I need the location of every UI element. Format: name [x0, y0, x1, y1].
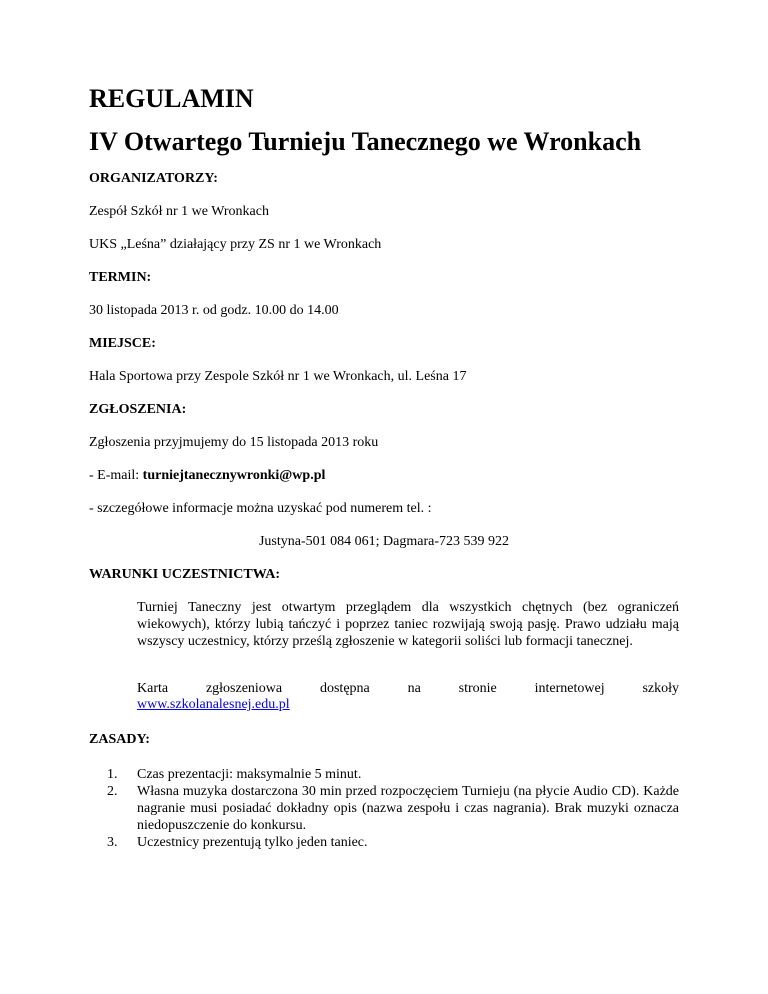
phone-contacts: Justyna-501 084 061; Dagmara-723 539 922 [258, 534, 510, 549]
applications-deadline: Zgłoszenia przyjmujemy do 15 listopada 2013 roku [89, 435, 379, 450]
document-title: REGULAMIN [89, 84, 254, 113]
karta-word: zgłoszeniowa [205, 681, 283, 696]
rules-list [107, 766, 679, 851]
rule-text: Własna muzyka dostarczona 30 min przed rozpoczęciem Turnieju (na płycie Audio CD). Każde nagranie musi posiadać dokładny opis (nazwa zespołu i czas nagrania). Brak muzyki oznacza niedopuszczenie do konkursu. [137, 784, 679, 833]
school-website-link-line [137, 697, 290, 713]
list-item [107, 783, 679, 834]
participation-label: WARUNKI UCZESTNICTWA: [89, 567, 280, 582]
rule-text: Uczestnicy prezentują tylko jeden taniec. [137, 835, 368, 850]
karta-word: szkoły [642, 681, 679, 696]
karta-word: internetowej [534, 681, 605, 696]
karta-word: dostępna [319, 681, 370, 696]
karta-word: na [407, 681, 421, 696]
karta-word: Karta [137, 681, 169, 696]
organizers-label: ORGANIZATORZY: [89, 171, 218, 186]
email-line [89, 468, 325, 484]
place-label: MIEJSCE: [89, 336, 156, 351]
list-item [107, 834, 679, 851]
document-subtitle: IV Otwartego Turnieju Tanecznego we Wronkach [89, 127, 642, 156]
email-address[interactable]: turniejtanecznywronki@wp.pl [142, 468, 326, 483]
rule-number: 1. [107, 767, 118, 782]
karta-word: stronie [458, 681, 497, 696]
phone-info: - szczegółowe informacje można uzyskać pod numerem tel. : [89, 501, 432, 516]
email-prefix: - E-mail: [89, 468, 143, 483]
term-value: 30 listopada 2013 r. od godz. 10.00 do 14.00 [89, 303, 339, 318]
list-item [107, 766, 679, 783]
participation-paragraph: Turniej Taneczny jest otwartym przeglądem dla wszystkich chętnych (bez ograniczeń wiekowych), którzy lubią tańczyć i poprzez taniec rozwijają swoją pasję. Prawo udziału mają wszyscy uczestnicy, którzy prześlą zgłoszenie w kategorii soliści lub formacji tanecznej. [137, 600, 679, 649]
rule-text: Czas prezentacji: maksymalnie 5 minut. [137, 767, 362, 782]
place-value: Hala Sportowa przy Zespole Szkół nr 1 we Wronkach, ul. Leśna 17 [89, 369, 467, 384]
karta-line [137, 680, 679, 697]
organizer-line-1: Zespół Szkół nr 1 we Wronkach [89, 204, 269, 219]
term-label: TERMIN: [89, 270, 152, 285]
rule-number: 3. [107, 835, 118, 850]
organizer-line-2: UKS „Leśna” działający przy ZS nr 1 we Wronkach [89, 237, 382, 252]
rule-number: 2. [107, 784, 118, 799]
rules-label: ZASADY: [89, 732, 150, 747]
applications-label: ZGŁOSZENIA: [89, 402, 187, 417]
school-website-link[interactable]: www.szkolanalesnej.edu.pl [137, 697, 290, 712]
